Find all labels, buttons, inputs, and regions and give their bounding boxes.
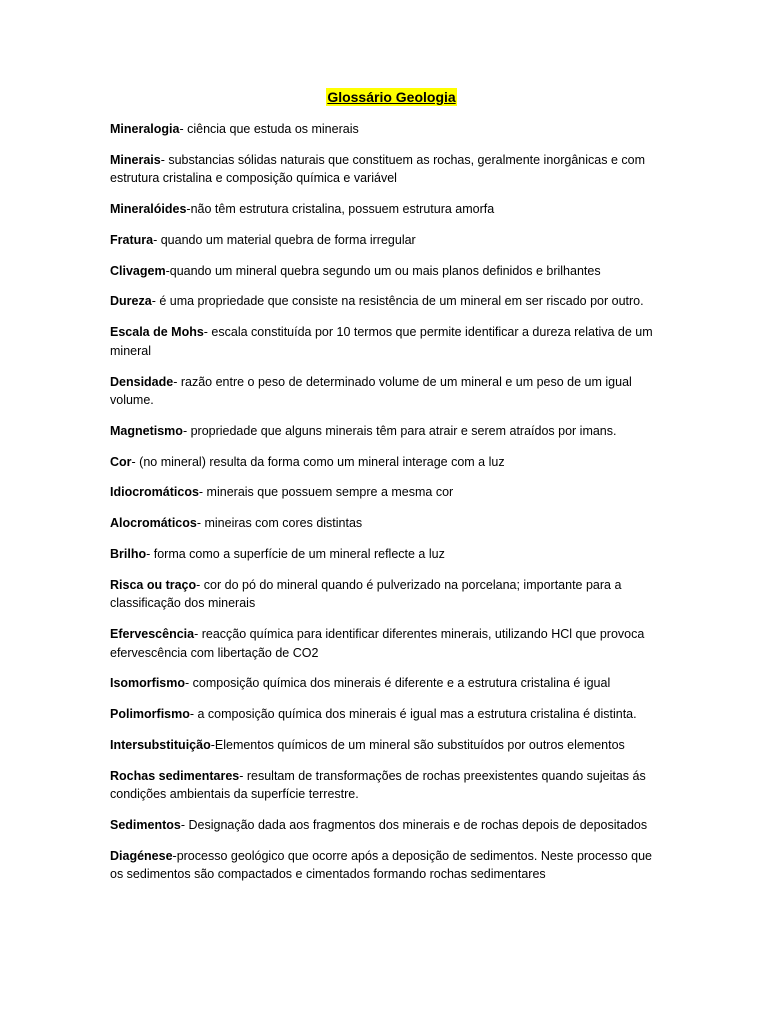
glossary-term: Magnetismo xyxy=(110,423,183,438)
glossary-definition: -Elementos químicos de um mineral são substituídos por outros elementos xyxy=(210,738,625,753)
glossary-term: Rochas sedimentares xyxy=(110,768,240,783)
glossary-definition: - quando um material quebra de forma irregular xyxy=(153,232,416,247)
glossary-term: Diagénese xyxy=(110,848,173,863)
glossary-entry xyxy=(110,514,665,533)
glossary-entry xyxy=(110,373,665,410)
glossary-entry xyxy=(110,736,665,755)
glossary-definition: - ciência que estuda os minerais xyxy=(179,122,359,136)
glossary-definition: - substancias sólidas naturais que constituem as rochas, geralmente inorgânicas e com estrutura cristalina e composição química e variável xyxy=(110,152,645,186)
title-wrap xyxy=(110,88,665,108)
glossary-definition: -processo geológico que ocorre após a deposição de sedimentos. Neste processo que os sedimentos são compactados e cimentados formando rochas sedimentares xyxy=(110,848,652,882)
glossary-entry xyxy=(110,767,665,804)
glossary-entry xyxy=(110,120,665,139)
glossary-definition: - propriedade que alguns minerais têm para atrair e serem atraídos por imans. xyxy=(182,423,617,438)
glossary-term: Densidade xyxy=(110,374,174,389)
glossary-definition: - a composição química dos minerais é igual mas a estrutura cristalina é distinta. xyxy=(189,707,637,722)
glossary-entry xyxy=(110,483,665,502)
glossary-entry xyxy=(110,231,665,250)
glossary-term: Alocromáticos xyxy=(110,516,197,531)
glossary-term: Cor xyxy=(110,454,132,469)
glossary-list xyxy=(110,120,665,884)
glossary-term: Brilho xyxy=(110,547,147,562)
glossary-term: Efervescência xyxy=(110,627,195,642)
glossary-entry xyxy=(110,292,665,311)
glossary-definition: - escala constituída por 10 termos que permite identificar a dureza relativa de um mineral xyxy=(110,325,653,358)
glossary-term: Intersubstituição xyxy=(110,738,211,753)
glossary-definition: - razão entre o peso de determinado volume de um mineral e um peso de um igual volume. xyxy=(110,374,632,408)
glossary-definition: - forma como a superfície de um mineral reflecte a luz xyxy=(146,547,445,562)
document-title: Glossário Geologia xyxy=(327,89,456,105)
glossary-term: Clivagem xyxy=(110,263,166,278)
glossary-term: Fratura xyxy=(110,232,154,247)
glossary-entry xyxy=(110,674,665,693)
glossary-term: Escala de Mohs xyxy=(110,325,204,340)
glossary-entry xyxy=(110,847,665,884)
glossary-entry xyxy=(110,262,665,281)
glossary-definition: - composição química dos minerais é diferente e a estrutura cristalina é igual xyxy=(185,676,611,691)
glossary-entry xyxy=(110,151,665,188)
glossary-term: Risca ou traço xyxy=(110,577,197,592)
glossary-definition: - Designação dada aos fragmentos dos minerais e de rochas depois de depositados xyxy=(180,818,648,833)
glossary-entry xyxy=(110,576,665,613)
glossary-definition: - é uma propriedade que consiste na resistência de um mineral em ser riscado por outro. xyxy=(151,294,644,309)
glossary-term: Minerais xyxy=(110,152,161,167)
glossary-definition: - reacção química para identificar diferentes minerais, utilizando HCl que provoca efervescência com libertação de CO2 xyxy=(110,627,645,660)
glossary-definition: - mineiras com cores distintas xyxy=(196,516,363,531)
glossary-entry xyxy=(110,453,665,472)
glossary-term: Mineralogia xyxy=(110,122,180,136)
glossary-term: Isomorfismo xyxy=(110,676,186,691)
glossary-definition: - cor do pó do mineral quando é pulverizado na porcelana; importante para a classificação dos minerais xyxy=(110,577,622,611)
document-page xyxy=(110,88,665,896)
glossary-definition: - (no mineral) resulta da forma como um mineral interage com a luz xyxy=(131,454,505,469)
glossary-term: Idiocromáticos xyxy=(110,485,199,500)
glossary-definition: -não têm estrutura cristalina, possuem estrutura amorfa xyxy=(186,202,495,217)
glossary-term: Polimorfismo xyxy=(110,707,190,722)
glossary-entry xyxy=(110,625,665,662)
glossary-term: Sedimentos xyxy=(110,818,181,833)
glossary-definition: - minerais que possuem sempre a mesma cor xyxy=(198,485,454,500)
glossary-entry xyxy=(110,545,665,564)
glossary-entry xyxy=(110,323,665,360)
glossary-definition: - resultam de transformações de rochas preexistentes quando sujeitas ás condições ambientais da superfície terrestre. xyxy=(110,768,646,802)
glossary-entry xyxy=(110,816,665,835)
glossary-entry xyxy=(110,705,665,724)
glossary-term: Dureza xyxy=(110,294,152,309)
glossary-term: Mineralóides xyxy=(110,202,187,217)
glossary-definition: -quando um mineral quebra segundo um ou mais planos definidos e brilhantes xyxy=(165,263,601,278)
glossary-entry xyxy=(110,422,665,441)
glossary-entry xyxy=(110,200,665,219)
